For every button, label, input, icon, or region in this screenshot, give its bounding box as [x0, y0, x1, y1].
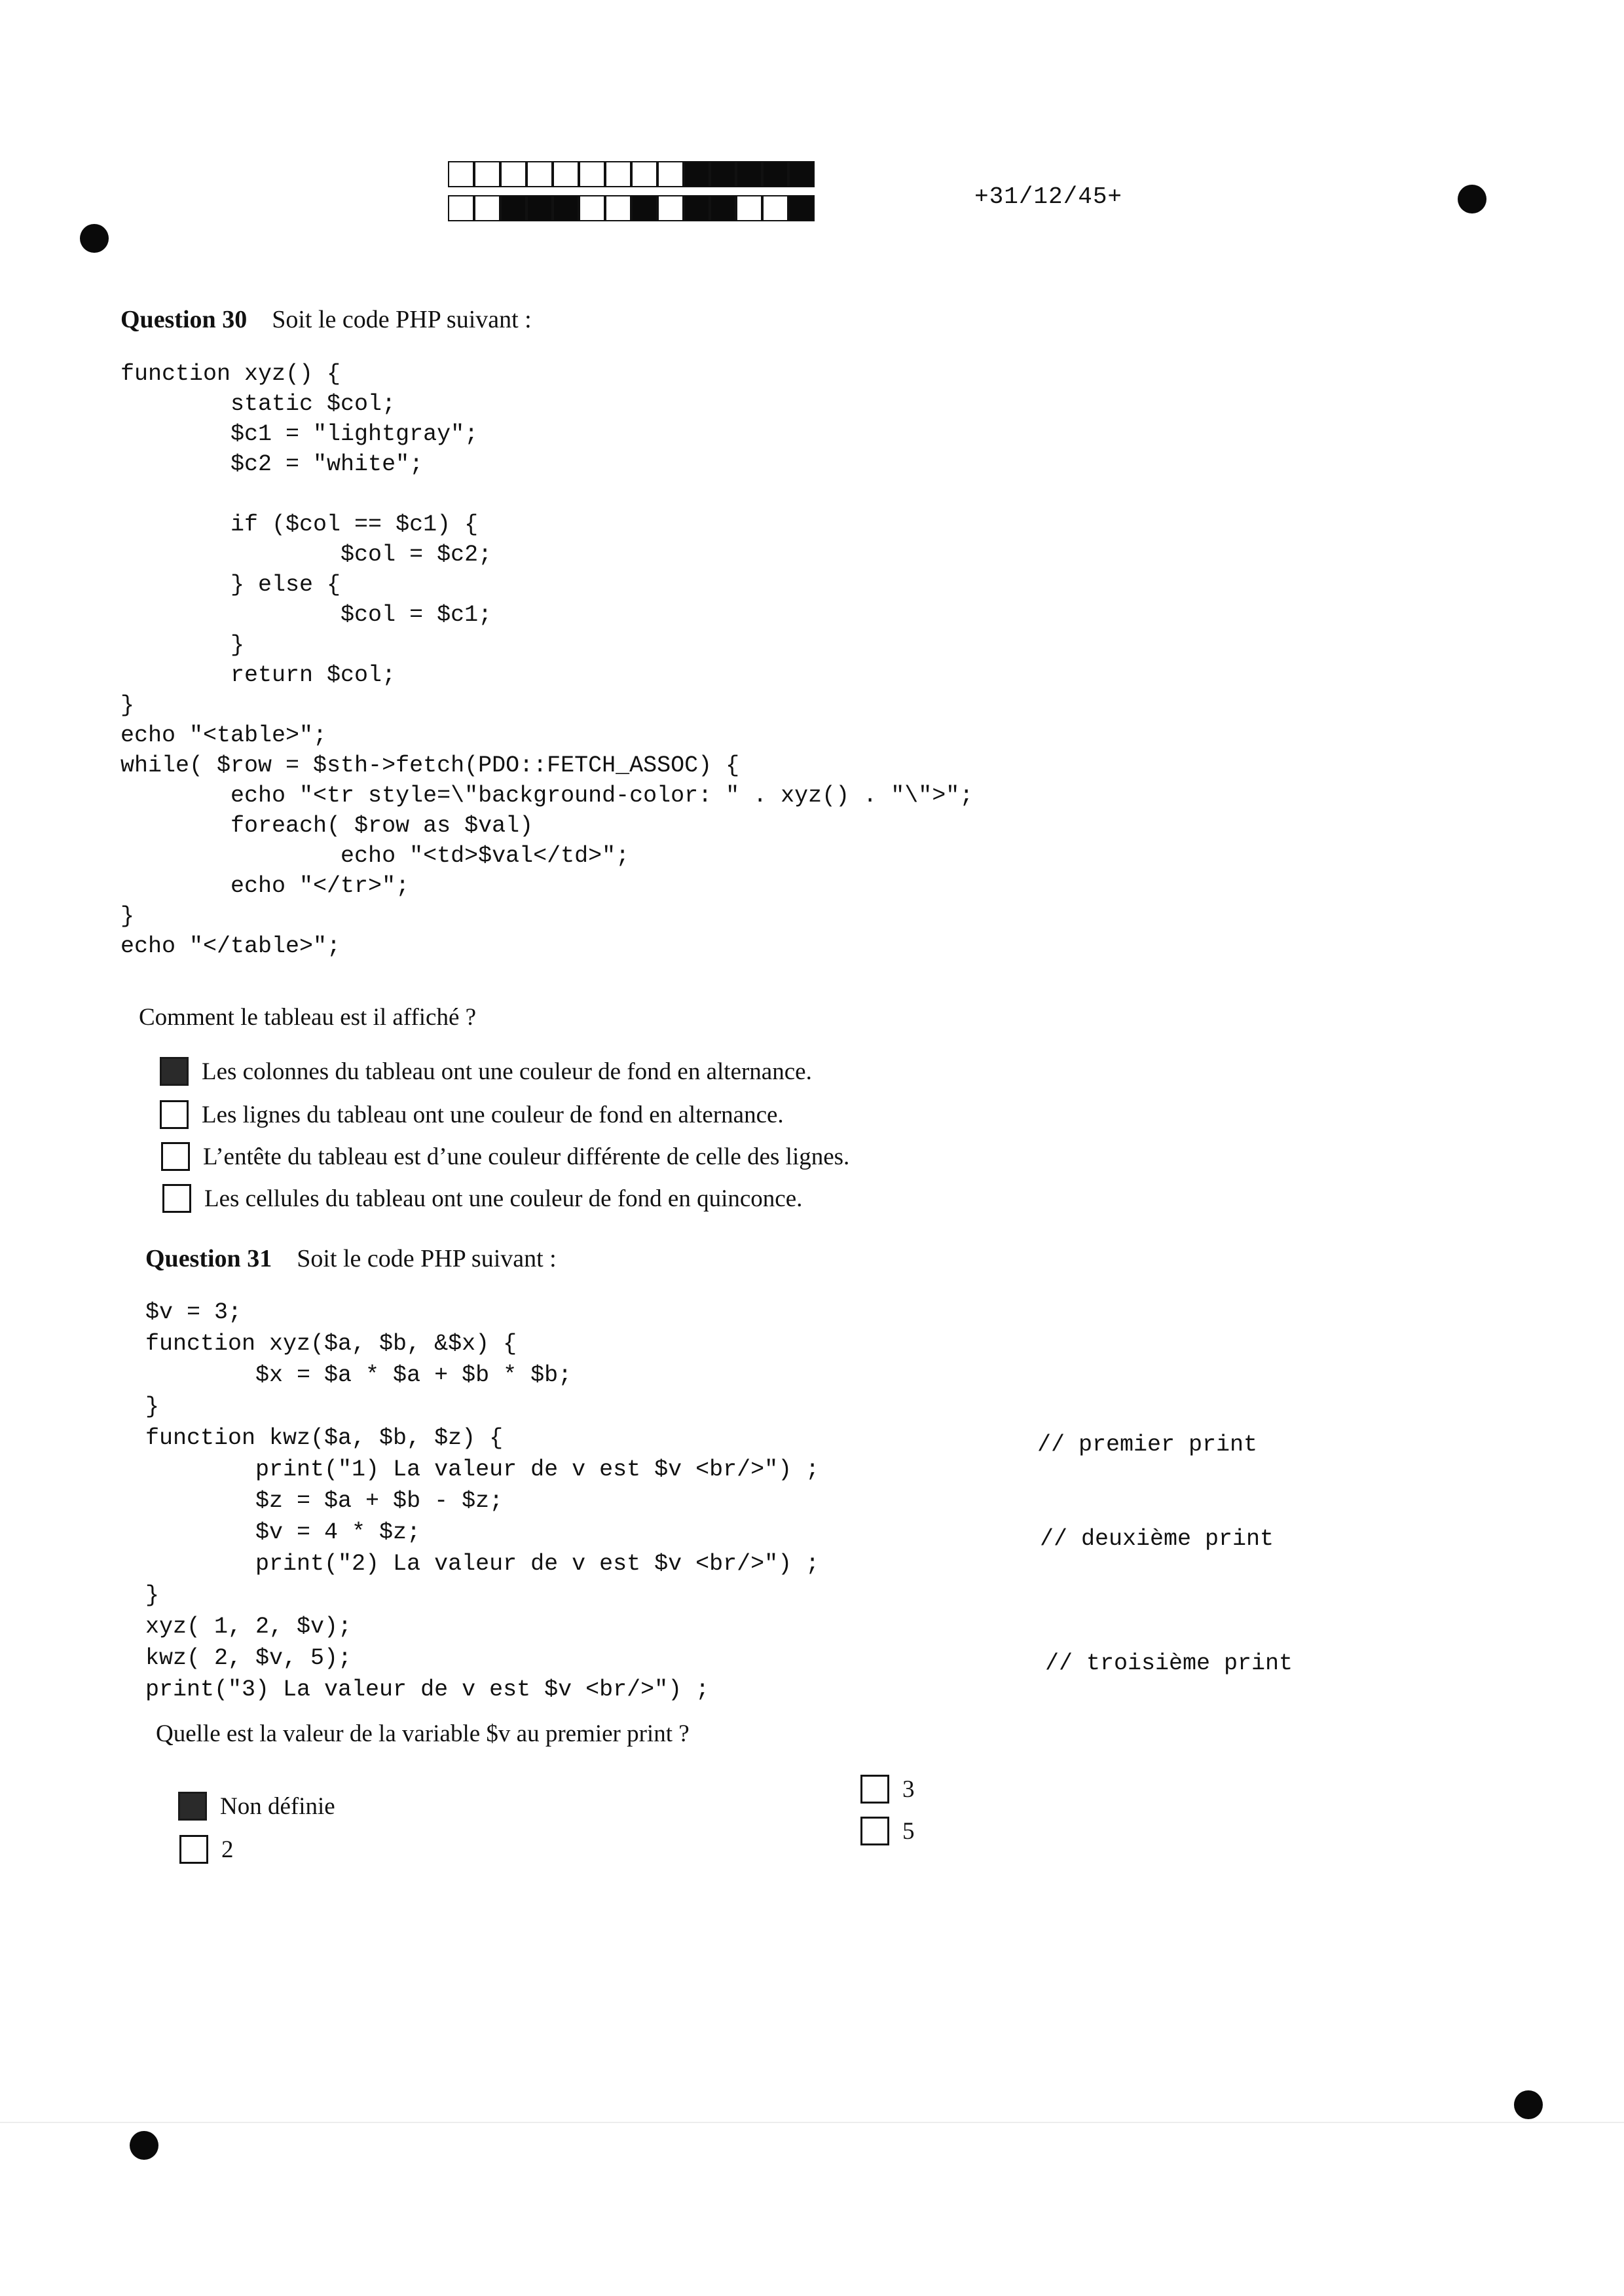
question-30-option-3[interactable] [161, 1142, 849, 1171]
barcode-cell [553, 195, 579, 221]
option-label: Les colonnes du tableau ont une couleur de fond en alternance. [202, 1058, 812, 1085]
question-30-prompt: Comment le tableau est il affiché ? [139, 1004, 477, 1031]
page-fold-line [0, 2122, 1624, 2123]
option-label: 5 [902, 1817, 915, 1845]
barcode-cell [631, 161, 657, 187]
barcode-cell [526, 161, 553, 187]
option-label: L’entête du tableau est d’une couleur différente de celle des lignes. [203, 1143, 850, 1170]
comment-premier-print: // premier print [1037, 1432, 1258, 1458]
barcode-cell [631, 195, 657, 221]
barcode-cell [657, 195, 684, 221]
barcode-cell [762, 195, 788, 221]
question-30-option-1[interactable] [160, 1057, 812, 1086]
question-31-intro: Soit le code PHP suivant : [297, 1245, 557, 1272]
barcode-cell [553, 161, 579, 187]
barcode-cell [474, 195, 500, 221]
page-barcode [448, 161, 815, 221]
question-30-label: Question 30 [120, 306, 248, 333]
question-30-intro: Soit le code PHP suivant : [272, 306, 532, 333]
barcode-cell [605, 161, 631, 187]
barcode-cell [448, 195, 474, 221]
barcode-cell [736, 195, 762, 221]
question-31-header [145, 1244, 557, 1273]
question-30-header [120, 305, 532, 334]
question-31-option-2[interactable] [179, 1835, 234, 1864]
question-30-option-2[interactable] [160, 1100, 784, 1129]
checkbox[interactable] [860, 1817, 889, 1845]
option-label: 2 [221, 1836, 234, 1863]
question-31-option-5[interactable] [860, 1817, 915, 1845]
barcode-cell [710, 195, 736, 221]
registration-mark-bottom-right [1514, 2090, 1543, 2119]
barcode-row-1 [448, 161, 815, 187]
barcode-row-2 [448, 195, 815, 221]
option-label: 3 [902, 1775, 915, 1803]
barcode-cell [788, 161, 815, 187]
barcode-cell [448, 161, 474, 187]
option-label: Les lignes du tableau ont une couleur de fond en alternance. [202, 1101, 784, 1128]
barcode-cell [736, 161, 762, 187]
option-label: Non définie [220, 1792, 335, 1820]
checkbox[interactable] [161, 1142, 190, 1171]
registration-mark-bottom-left [130, 2131, 158, 2160]
barcode-cell [684, 161, 710, 187]
comment-troisieme-print: // troisième print [1045, 1650, 1293, 1676]
question-31-label: Question 31 [145, 1245, 272, 1272]
question-31-option-non-definie[interactable] [178, 1792, 335, 1821]
barcode-cell [788, 195, 815, 221]
checkbox[interactable] [162, 1184, 191, 1213]
option-label: Les cellules du tableau ont une couleur de fond en quinconce. [204, 1185, 803, 1212]
page-identifier: +31/12/45+ [974, 183, 1123, 210]
comment-deuxieme-print: // deuxième print [1040, 1526, 1274, 1552]
checkbox[interactable] [160, 1100, 189, 1129]
registration-mark-top-left [80, 224, 109, 253]
checkbox[interactable] [179, 1835, 208, 1864]
question-30-option-4[interactable] [162, 1184, 802, 1213]
barcode-cell [762, 161, 788, 187]
barcode-cell [657, 161, 684, 187]
barcode-cell [579, 195, 605, 221]
barcode-cell [474, 161, 500, 187]
barcode-cell [579, 161, 605, 187]
question-31-prompt: Quelle est la valeur de la variable $v au premier print ? [156, 1720, 690, 1747]
barcode-cell [500, 161, 526, 187]
barcode-cell [500, 195, 526, 221]
checkbox-filled[interactable] [178, 1792, 207, 1821]
checkbox[interactable] [860, 1775, 889, 1804]
question-31-code: $v = 3; function xyz($a, $b, &$x) { $x = $a * $a + $b * $b; } function kwz($a, $b, $z) { print("1) La valeur de v est $v <br/>") ; $z = $a + $b - $z; $v = 4 * $z; print("2) La valeur de v est $v <br/>") ; } xyz( 1, 2, $v); kwz( 2, $v, 5); print("3) La valeur de v est $v <br/>") ; [145, 1299, 820, 1703]
barcode-cell [710, 161, 736, 187]
registration-mark-top-right [1458, 185, 1486, 213]
checkbox-filled[interactable] [160, 1057, 189, 1086]
barcode-cell [684, 195, 710, 221]
barcode-cell [526, 195, 553, 221]
question-30-code: function xyz() { static $col; $c1 = "lightgray"; $c2 = "white"; if ($col == $c1) { $col = $c2; } else { $col = $c1; } return $col; } echo "<table>"; while( $row = $sth->fetch(PDO::FETCH_ASSOC) { echo "<tr style=\"background-color: " . xyz() . "\">"; foreach( $row as $val) echo "<td>$val</td>"; echo "</tr>"; } echo "</table>"; [120, 361, 974, 959]
question-31-option-3[interactable] [860, 1775, 915, 1804]
barcode-cell [605, 195, 631, 221]
